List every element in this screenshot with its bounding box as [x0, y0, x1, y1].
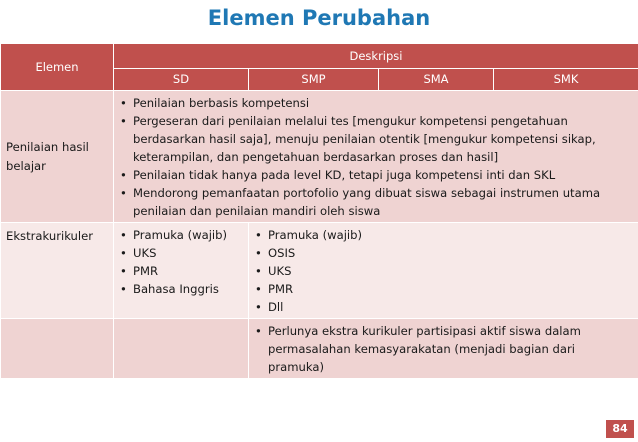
bullet-icon: •	[255, 282, 262, 296]
list-item-text: Penilaian berbasis kompetensi	[133, 96, 310, 110]
changes-table	[0, 43, 638, 379]
bullet-icon: •	[255, 300, 262, 314]
bullet-icon: •	[255, 228, 262, 242]
list-item	[255, 244, 632, 262]
empty-cell	[1, 319, 114, 379]
bullet-icon: •	[255, 246, 262, 260]
list-item-text: PMR	[268, 282, 294, 296]
list-item-text: Mendorong pemanfaatan portofolio yang dibuat siswa sebagai instrumen utama penilaian dan penilaian mandiri oleh siswa	[133, 186, 601, 218]
bullet-icon: •	[120, 264, 127, 278]
bullet-icon: •	[120, 246, 127, 260]
list-item	[120, 166, 632, 184]
subheader-sma: SMA	[379, 68, 494, 90]
header-elemen: Elemen	[1, 44, 114, 91]
empty-cell	[114, 319, 249, 379]
bullet-icon: •	[255, 324, 262, 338]
table-row	[1, 319, 638, 379]
row-content-smp-sma-smk	[249, 223, 638, 319]
list-item	[120, 184, 632, 220]
list-item-text: Pramuka (wajib)	[268, 228, 363, 242]
list-item	[255, 322, 632, 376]
bullet-list	[249, 223, 638, 318]
page-number-badge: 84	[606, 420, 634, 438]
list-item	[120, 244, 242, 262]
list-item	[120, 262, 242, 280]
subheader-smp: SMP	[249, 68, 379, 90]
list-item-text: OSIS	[268, 246, 296, 260]
list-item	[120, 280, 242, 298]
bullet-icon: •	[120, 282, 127, 296]
list-item	[255, 226, 632, 244]
list-item-text: Penilaian tidak hanya pada level KD, tetapi juga kompetensi inti dan SKL	[133, 168, 556, 182]
list-item-text: UKS	[268, 264, 292, 278]
list-item	[120, 94, 632, 112]
row-content-sd	[114, 223, 249, 319]
bullet-icon: •	[120, 114, 127, 128]
bullet-list	[114, 91, 638, 222]
list-item-text: Pramuka (wajib)	[133, 228, 228, 242]
table-row	[1, 223, 638, 319]
table-row	[1, 91, 638, 223]
subheader-sd: SD	[114, 68, 249, 90]
list-item-text: Perlunya ekstra kurikuler partisipasi aktif siswa dalam permasalahan kemasyarakatan (menjadi bagian dari pramuka)	[268, 324, 581, 374]
row-content-participation	[249, 319, 638, 379]
list-item-text: PMR	[133, 264, 159, 278]
bullet-list	[114, 223, 248, 300]
row-content-penilaian	[114, 91, 638, 223]
list-item-text: Bahasa Inggris	[133, 282, 219, 296]
subheader-smk: SMK	[494, 68, 638, 90]
list-item	[255, 280, 632, 298]
row-label-ekstrakurikuler: Ekstrakurikuler	[1, 223, 114, 319]
list-item	[120, 226, 242, 244]
bullet-icon: •	[255, 264, 262, 278]
list-item-text: Dll	[268, 300, 284, 314]
list-item	[120, 112, 632, 166]
row-label-penilaian: Penilaian hasil belajar	[1, 91, 114, 223]
bullet-icon: •	[120, 228, 127, 242]
list-item	[255, 262, 632, 280]
list-item	[255, 298, 632, 316]
list-item-text: UKS	[133, 246, 157, 260]
bullet-icon: •	[120, 96, 127, 110]
bullet-icon: •	[120, 186, 127, 200]
page-title: Elemen Perubahan	[207, 6, 431, 30]
bullet-icon: •	[120, 168, 127, 182]
bullet-list	[249, 319, 638, 378]
header-deskripsi: Deskripsi	[114, 44, 638, 69]
list-item-text: Pergeseran dari penilaian melalui tes [mengukur kompetensi pengetahuan berdasarkan hasil saja], menuju penilaian otentik [mengukur kompetensi sikap, keterampilan, dan pengetahuan berdasarkan proses dan hasil]	[133, 114, 596, 164]
